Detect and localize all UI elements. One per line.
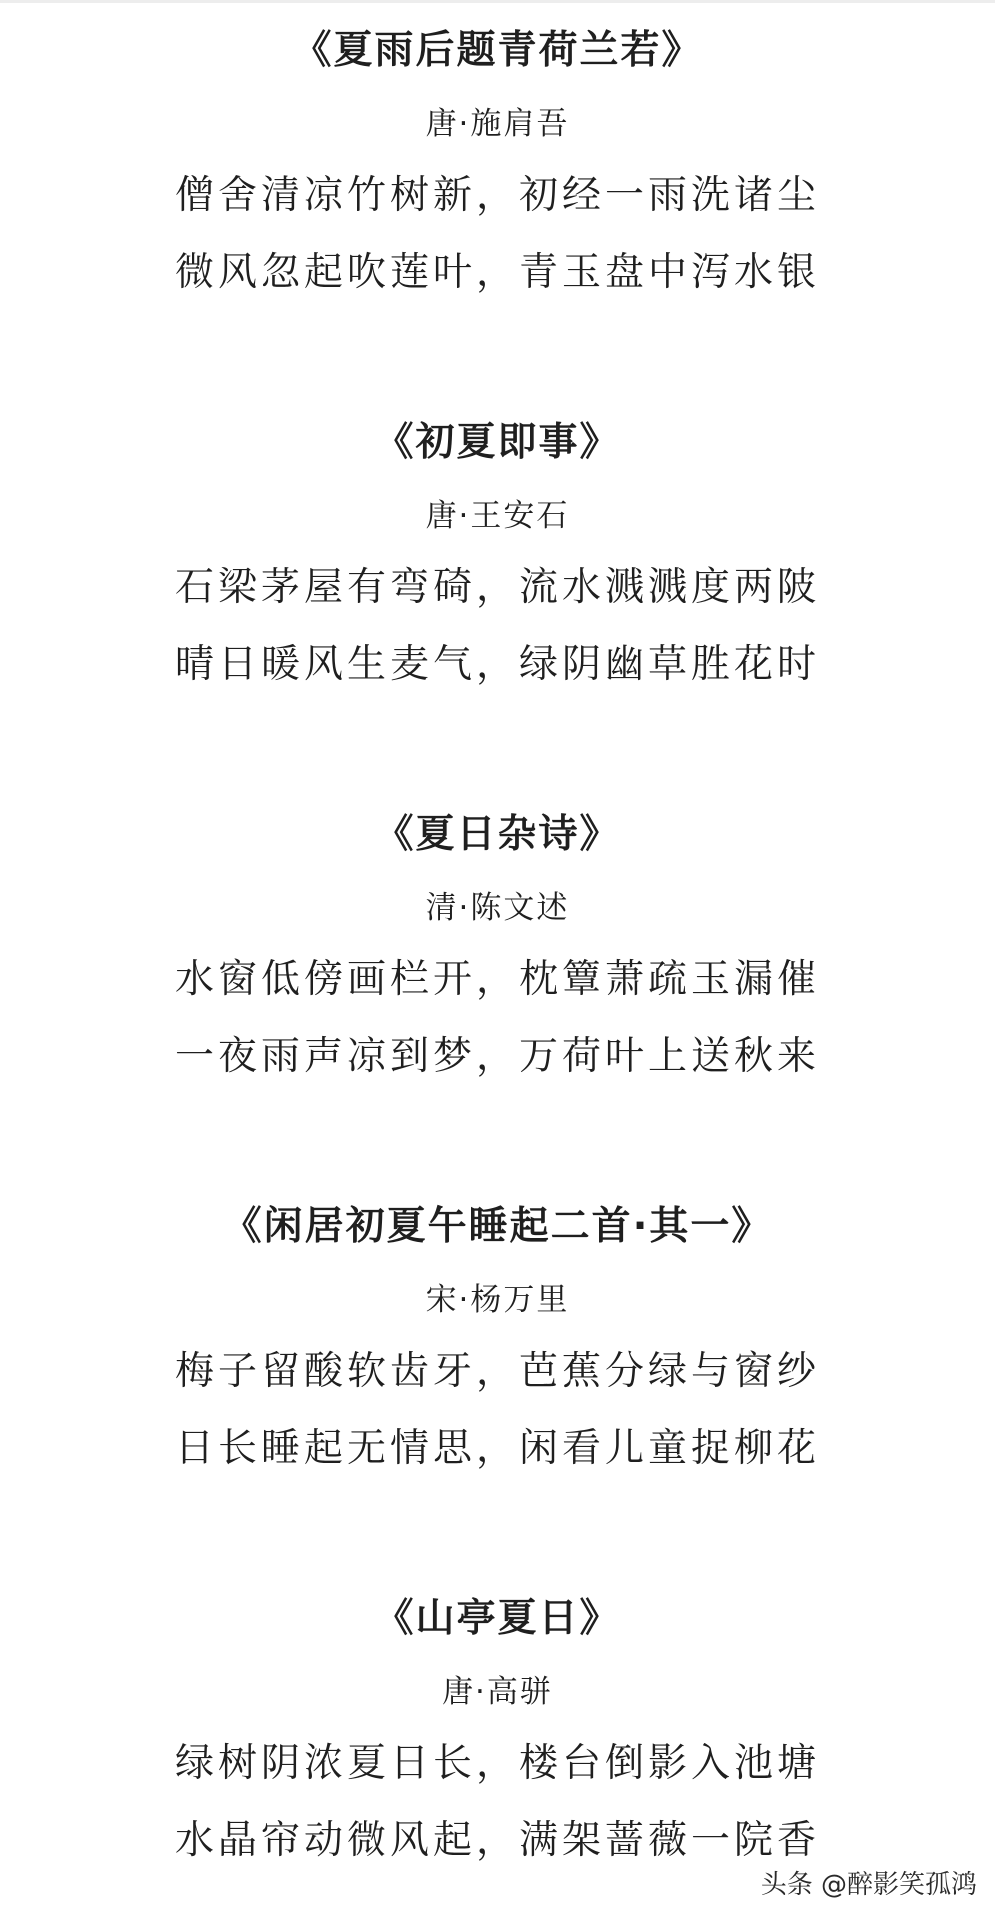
- poem-line: 梅子留酸软齿牙，芭蕉分绿与窗纱: [174, 1349, 820, 1394]
- poem-title: 《山亭夏日》: [374, 1596, 621, 1641]
- poem-line: 微风忽起吹莲叶，青玉盘中泻水银: [174, 250, 820, 295]
- poem-line: 日长睡起无情思，闲看儿童捉柳花: [174, 1426, 820, 1471]
- poem-author: 唐·王安石: [425, 498, 570, 534]
- poem-block: [0, 26, 995, 298]
- poem-author: 清·陈文述: [425, 890, 570, 926]
- poem-line: 水晶帘动微风起，满架蔷薇一院香: [174, 1818, 820, 1863]
- poem-line: 僧舍清凉竹树新，初经一雨洗诸尘: [174, 173, 820, 218]
- poem-line: 绿树阴浓夏日长，楼台倒影入池塘: [174, 1741, 820, 1786]
- poem-author: 唐·施肩吾: [425, 106, 570, 142]
- poem-block: [0, 1202, 995, 1474]
- poem-title: 《初夏即事》: [374, 420, 621, 465]
- source-watermark: 头条 @醉影笑孤鸿: [760, 1870, 977, 1900]
- poem-title: 《夏雨后题青荷兰若》: [292, 28, 703, 73]
- poem-title: 《夏日杂诗》: [374, 812, 621, 857]
- poem-line: 晴日暖风生麦气，绿阴幽草胜花时: [174, 642, 820, 687]
- poem-block: [0, 418, 995, 690]
- poem-line: 一夜雨声凉到梦，万荷叶上送秋来: [174, 1034, 820, 1079]
- poem-line: 石梁茅屋有弯碕，流水溅溅度两陂: [174, 565, 820, 610]
- top-divider: [0, 0, 995, 3]
- poem-author: 宋·杨万里: [425, 1282, 570, 1318]
- poem-author: 唐·高骈: [442, 1674, 553, 1710]
- poem-block: [0, 1594, 995, 1866]
- poem-title: 《闲居初夏午睡起二首·其一》: [222, 1204, 773, 1249]
- poem-block: [0, 810, 995, 1082]
- poem-line: 水窗低傍画栏开，枕簟萧疏玉漏催: [174, 957, 820, 1002]
